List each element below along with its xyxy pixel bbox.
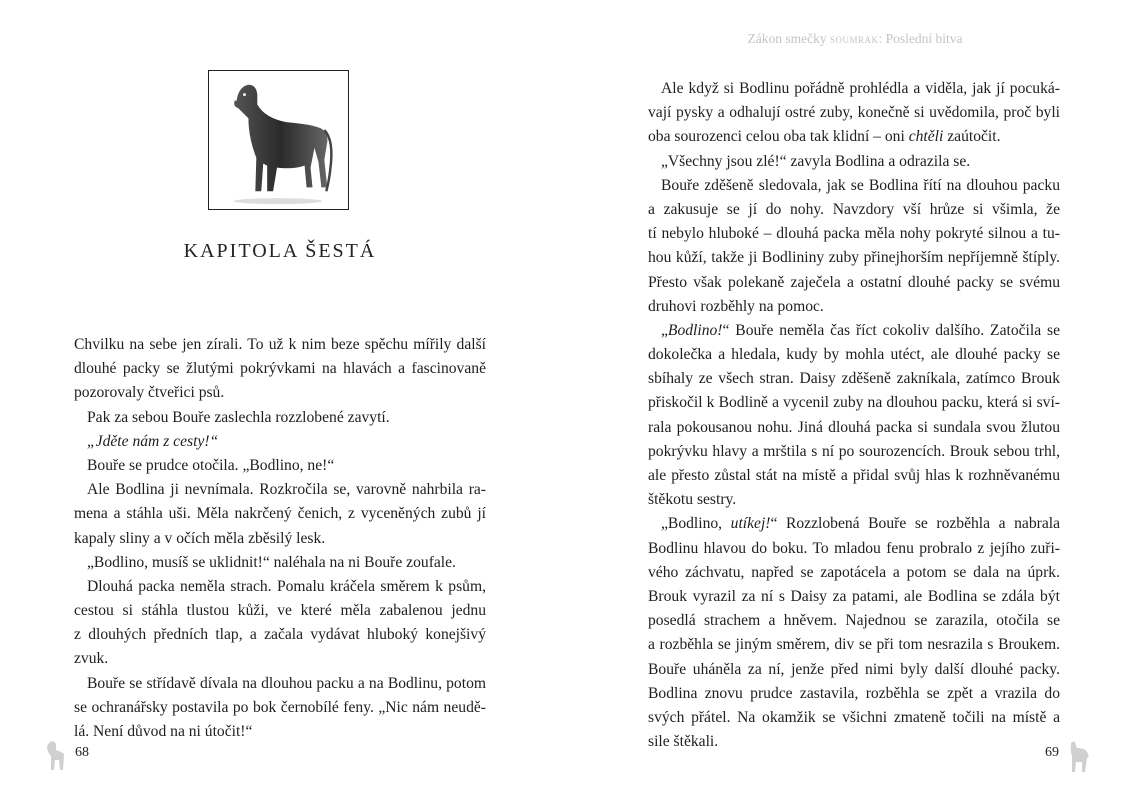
text-segment: Bouře zděšeně sledovala, jak se Bodlina řítí na dlouhou packu xyxy=(661,176,1060,194)
text-line xyxy=(74,551,486,575)
text-segment: „Bodlino, musíš se uklidnit!“ naléhala na ni Bouře zoufale. xyxy=(87,553,456,571)
text-line xyxy=(74,502,486,526)
text-line xyxy=(648,222,1060,246)
text-segment: Brouk vyrazil za ní s Daisy za patami, ale Bodlina se zdála být xyxy=(648,587,1060,605)
text-line xyxy=(74,720,486,744)
right-page-text xyxy=(648,77,1060,754)
text-line xyxy=(648,440,1060,464)
text-segment: kapaly sliny a v očích měla zběsilý lesk. xyxy=(74,529,326,547)
text-segment: přiskočil k Bodlině a vycenil zuby na dlouhou packu, která si sví- xyxy=(648,394,1060,412)
text-line xyxy=(648,464,1060,488)
italic-text: „Jděte nám z cesty!“ xyxy=(87,432,219,450)
text-line xyxy=(648,271,1060,295)
text-segment: zaútočit. xyxy=(943,128,1001,146)
text-segment: Bodlina znovu prudce zastavila, rozběhla se zpět a vrazila do xyxy=(648,684,1060,702)
text-line xyxy=(648,101,1060,125)
text-segment: se ochranářsky postavila po bok černobílé feny. „Nic nám neudě- xyxy=(74,698,486,716)
text-line xyxy=(648,585,1060,609)
text-segment: „Bodlino, xyxy=(661,515,731,533)
text-line xyxy=(74,599,486,623)
running-head-subtitle: : Poslední bitva xyxy=(878,31,963,46)
text-segment: lá. Není důvod na ni útočit!“ xyxy=(74,723,253,740)
text-line xyxy=(648,295,1060,319)
text-line xyxy=(74,430,486,454)
running-head-title: Zákon smečky xyxy=(747,31,830,46)
running-head xyxy=(640,31,1070,47)
left-page-text xyxy=(74,333,486,744)
text-line xyxy=(74,647,486,671)
text-segment: hou kůží, takže ji Bodlininy zuby přinejhorším nepříjemně štíply. xyxy=(648,249,1060,267)
text-segment: ale přesto zůstal stát na místě a přidal svůj hlas k rozhněvanému xyxy=(648,467,1060,484)
text-line xyxy=(74,672,486,696)
text-segment: vají pysky a odhalují ostré zuby, konečně si uvědomila, proč byli xyxy=(648,104,1060,122)
text-segment: Chvilku na sebe jen zírali. To už k nim beze spěchu mířily další xyxy=(74,336,486,353)
text-segment: Bouře se střídavě dívala na dlouhou packu a na Bodlinu, potom xyxy=(87,674,486,692)
text-line xyxy=(648,416,1060,440)
text-segment: Ale když si Bodlinu pořádně prohlédla a viděla, jak jí pocuká- xyxy=(661,80,1060,97)
text-segment: štěkotu sestry. xyxy=(648,491,737,509)
text-segment: sile štěkali. xyxy=(648,733,719,751)
text-segment: pokrývku hlavy a mrštila s ní po sourozencích. Brouk sebou trhl, xyxy=(648,442,1060,460)
chapter-title: KAPITOLA ŠESTÁ xyxy=(183,240,377,262)
text-segment: druhovi rozběhly na pomoc. xyxy=(648,297,824,315)
text-segment: Ale Bodlina ji nevnímala. Rozkročila se, varovně nahrbila ra- xyxy=(87,481,486,499)
text-line xyxy=(648,537,1060,561)
text-line xyxy=(648,391,1060,415)
dog-illustration-icon xyxy=(209,71,348,209)
chapter-illustration-dog xyxy=(208,70,349,210)
text-segment: posedlá strachem a hněvem. Najednou se zarazila, otočila se xyxy=(648,612,1060,630)
text-line xyxy=(648,706,1060,730)
text-segment: vého záchvatu, napřed se zapotácela a potom se dala na úprk. xyxy=(648,563,1060,581)
text-line xyxy=(648,174,1060,198)
text-line xyxy=(648,609,1060,633)
text-line xyxy=(74,527,486,551)
text-line xyxy=(74,406,486,430)
text-line xyxy=(648,730,1060,754)
page-number-right: 69 xyxy=(1045,745,1059,760)
text-line xyxy=(648,658,1060,682)
text-line xyxy=(648,125,1060,149)
text-line xyxy=(648,246,1060,270)
text-segment: cestou si stáhla tlustou kůži, ve které měla zabalenou jednu xyxy=(74,602,486,620)
text-segment: a rozběhla se jiným směrem, div se při tom nesrazila s Broukem. xyxy=(648,636,1060,654)
text-segment: oba sourozenci celou oba tak klidní – oni xyxy=(648,128,909,146)
text-line xyxy=(648,682,1060,706)
running-head-series: soumrak xyxy=(829,31,879,46)
italic-text: utíkej! xyxy=(730,515,771,533)
text-line xyxy=(648,77,1060,101)
text-line xyxy=(74,623,486,647)
text-line xyxy=(74,381,486,405)
text-line xyxy=(648,367,1060,391)
text-line xyxy=(74,575,486,599)
text-segment: z dlouhých předních tlap, a začala vydávat hluboký konejšivý xyxy=(74,626,486,644)
text-segment: mena a stáhla uši. Měla nakrčený čenich, z vyceněných zubů jí xyxy=(74,505,486,523)
text-segment: „ xyxy=(661,321,668,339)
text-line xyxy=(74,696,486,720)
text-segment: Přesto však polekaně zaječela a ostatní dlouhé packy se svému xyxy=(648,273,1060,291)
text-segment: Bouře uháněla za ní, jenže před nimi byly další dlouhé packy. xyxy=(648,660,1060,678)
text-line xyxy=(648,561,1060,585)
text-segment: dlouhé packy se žlutými pokrývkami na hlavách a fascinovaně xyxy=(74,360,486,378)
text-line xyxy=(648,488,1060,512)
text-segment: pozorovaly čtveřici psů. xyxy=(74,384,225,402)
text-line xyxy=(648,198,1060,222)
text-line xyxy=(648,512,1060,536)
text-segment: tí nebylo hluboké – dlouhá packa měla nohy pokryté silnou a tu- xyxy=(648,225,1060,243)
italic-text: chtěli xyxy=(908,128,944,146)
text-segment: rala pokousanou nohu. Jiná dlouhá packa si sundala svou žlutou xyxy=(648,418,1060,436)
text-segment: Dlouhá packa neměla strach. Pomalu kráčela směrem k psům, xyxy=(87,577,486,595)
dog-silhouette-icon xyxy=(44,740,68,772)
text-segment: Bouře se prudce otočila. „Bodlino, ne!“ xyxy=(87,456,335,474)
text-line xyxy=(648,633,1060,657)
text-segment: zvuk. xyxy=(74,650,109,668)
text-line xyxy=(74,357,486,381)
text-line xyxy=(648,343,1060,367)
text-segment: “ Bouře neměla čas říct cokoliv dalšího. Zatočila se xyxy=(722,321,1060,339)
text-segment: Bodlinu hlavou do boku. To mladou fenu probralo z jejího zuři- xyxy=(648,539,1060,557)
text-segment: Pak za sebou Bouře zaslechla rozzlobené zavytí. xyxy=(87,408,390,426)
text-segment: dokolečka a hledala, kudy by mohla utéct, ale dlouhé packy se xyxy=(648,346,1060,364)
text-segment: “ Rozzlobená Bouře se rozběhla a nabrala xyxy=(770,515,1060,533)
text-line xyxy=(74,333,486,357)
text-line xyxy=(648,150,1060,174)
text-segment: „Všechny jsou zlé!“ zavyla Bodlina a odrazila se. xyxy=(661,152,971,170)
dog-silhouette-icon xyxy=(1067,740,1091,772)
page-number-left: 68 xyxy=(75,745,89,760)
italic-text: Bodlino! xyxy=(667,321,723,339)
text-segment: a zakusuje se jí do nohy. Navzdory vší hrůze si všimla, že xyxy=(648,200,1060,218)
text-segment: svých přátel. Na okamžik se všichni zmateně točili na místě a xyxy=(648,708,1060,726)
text-line xyxy=(74,454,486,478)
text-segment: sbíhaly ze všech stran. Daisy zděšeně zakníkala, zatímco Brouk xyxy=(648,370,1060,388)
text-line xyxy=(74,478,486,502)
text-line xyxy=(648,319,1060,343)
